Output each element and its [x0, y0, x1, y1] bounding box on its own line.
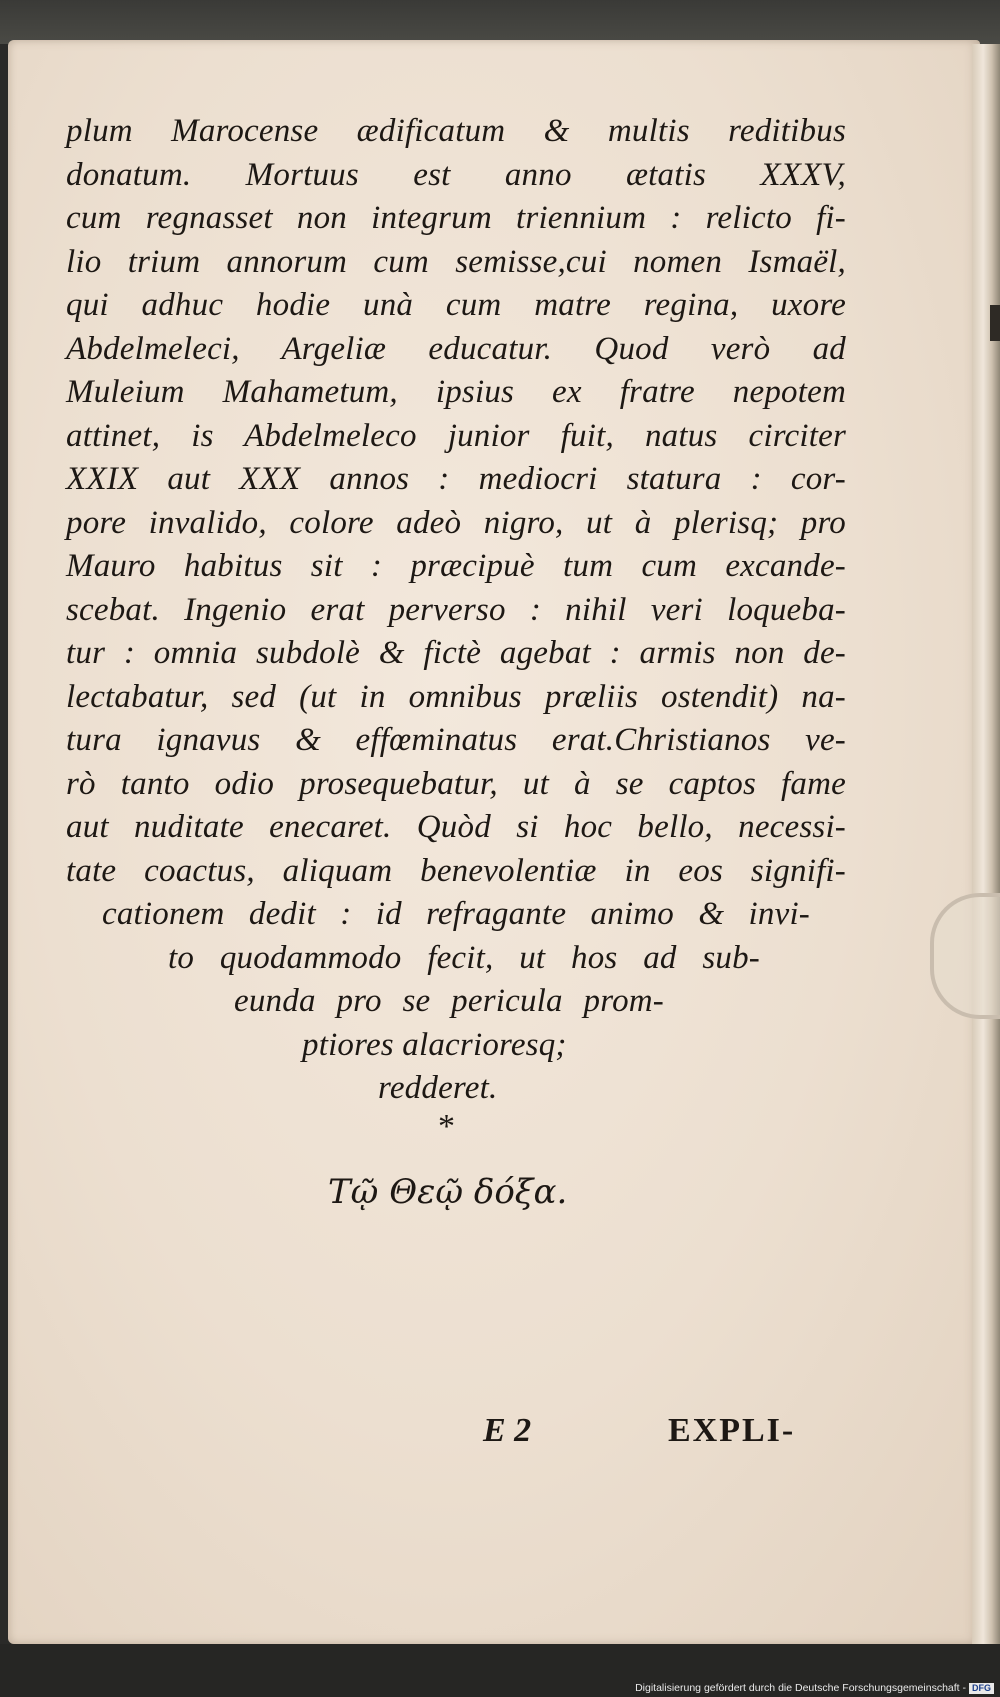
credit-text: Digitalisierung gefördert durch die Deutsche Forschungsgemeinschaft -: [635, 1682, 966, 1694]
text-line: ptiores alacrioresq;: [302, 1026, 567, 1063]
scan-top-border: [0, 0, 1000, 44]
text-line: scebat. Ingenio erat perverso : nihil veri loqueba-: [66, 591, 846, 628]
edge-marker: [990, 305, 1000, 341]
text-line: aut nuditate enecaret. Quòd si hoc bello, necessi-: [66, 809, 846, 845]
text-line: attinet, is Abdelmeleco junior fuit, natus circiter: [66, 417, 846, 454]
text-line: XXIX aut XXX annos : mediocri statura : cor-: [66, 461, 846, 497]
page-fore-edge: [972, 44, 1000, 1644]
asterisk-ornament: *: [438, 1108, 455, 1145]
text-line: lio trium annorum cum semisse,cui nomen Ismaël,: [66, 243, 846, 280]
signature-mark: E 2: [483, 1412, 532, 1449]
dfg-logo: DFG: [969, 1683, 994, 1694]
text-line: plum Marocense ædificatum & multis reditibus: [66, 113, 846, 149]
text-line: rò tanto odio prosequebatur, ut à se captos fame: [66, 765, 846, 802]
text-line: donatum. Mortuus est anno ætatis XXXV,: [66, 156, 846, 193]
text-line: lectabatur, sed (ut in omnibus præliis ostendit) na-: [66, 678, 846, 715]
text-line: tura ignavus & effœminatus erat.Christianos ve-: [66, 722, 846, 758]
digitization-credit: [635, 1682, 994, 1694]
body-text: [66, 110, 846, 1111]
page-clip: [930, 893, 1000, 1019]
text-line: Mauro habitus sit : præcipuè tum cum excande-: [66, 548, 846, 584]
text-line: redderet.: [378, 1070, 498, 1106]
catchword: EXPLI-: [668, 1412, 796, 1449]
text-line: tur : omnia subdolè & fictè agebat : armis non de-: [66, 635, 846, 671]
text-line: eunda pro se pericula prom-: [234, 983, 664, 1019]
text-line: Muleium Mahametum, ipsius ex fratre nepotem: [66, 374, 846, 410]
text-line: cum regnasset non integrum triennium : relicto fi-: [66, 200, 846, 236]
greek-motto: Τῷ Θεῷ δόξα.: [328, 1172, 568, 1212]
text-line: cationem dedit : id refragante animo & invi-: [102, 896, 810, 932]
text-line: tate coactus, aliquam benevolentiæ in eos signifi-: [66, 852, 846, 889]
text-line: pore invalido, colore adeò nigro, ut à plerisq; pro: [66, 504, 846, 541]
text-line: Abdelmeleci, Argeliæ educatur. Quod verò ad: [66, 330, 846, 367]
text-line: to quodammodo fecit, ut hos ad sub-: [168, 939, 760, 976]
text-line: qui adhuc hodie unà cum matre regina, uxore: [66, 287, 846, 323]
